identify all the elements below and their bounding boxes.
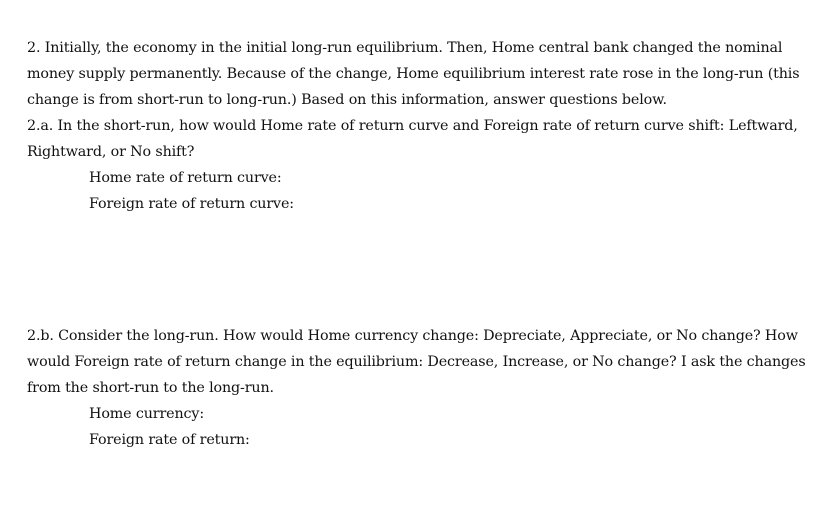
question-2-line-1: 2. Initially, the economy in the initial long-run equilibrium. Then, Home central bank changed the nominal [27,40,783,56]
answer-space [27,217,807,323]
part-a-line-2: Rightward, or No shift? [27,144,195,160]
part-b-home-answer-label: Home currency: [89,406,204,422]
part-b-line-3: from the short-run to the long-run. [27,380,274,396]
part-b-foreign-answer-label: Foreign rate of return: [89,432,250,448]
document-body [27,35,807,453]
part-a-foreign-answer-label: Foreign rate of return curve: [89,196,294,212]
part-b-line-1: 2.b. Consider the long-run. How would Home currency change: Depreciate, Appreciate, or No change? How [27,328,798,344]
part-b-line-2: would Foreign rate of return change in the equilibrium: Decrease, Increase, or No change? I ask the changes [27,354,806,370]
question-2-line-2: money supply permanently. Because of the change, Home equilibrium interest rate rose in the long-run (this [27,66,800,82]
part-a-home-answer-label: Home rate of return curve: [89,170,282,186]
part-a-line-1: 2.a. In the short-run, how would Home rate of return curve and Foreign rate of return curve shift: Leftward, [27,118,798,134]
question-2-line-3: change is from short-run to long-run.) Based on this information, answer questions below. [27,92,667,108]
